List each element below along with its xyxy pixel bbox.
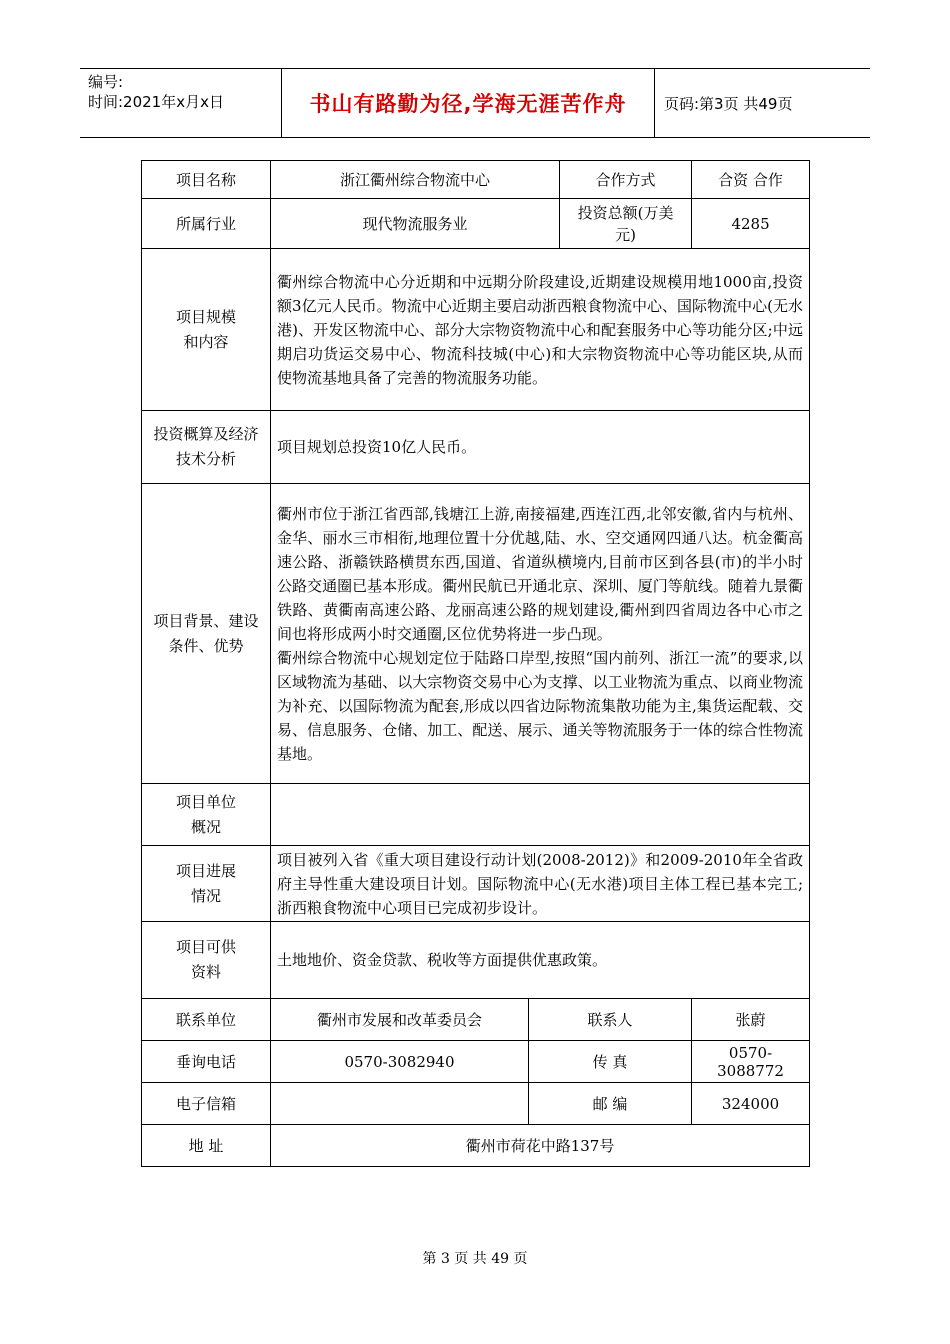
postcode-label: 邮 编 bbox=[529, 1083, 692, 1125]
row-project-name bbox=[142, 161, 810, 199]
row-materials bbox=[142, 922, 810, 999]
row-email bbox=[142, 1083, 810, 1125]
time-label: 时间:2021年x月x日 bbox=[88, 93, 224, 111]
postcode-value: 324000 bbox=[692, 1083, 810, 1125]
progress-label: 项目进展情况 bbox=[142, 846, 271, 922]
background-cell bbox=[271, 484, 810, 784]
contact-person-value: 张蔚 bbox=[692, 999, 810, 1041]
unit-text bbox=[271, 784, 810, 846]
investment-label: 投资总额(万美元) bbox=[560, 199, 692, 249]
row-background bbox=[142, 484, 810, 784]
project-name-value: 浙江衢州综合物流中心 bbox=[271, 161, 560, 199]
estimate-text: 项目规划总投资10亿人民币。 bbox=[271, 411, 810, 484]
header-meta bbox=[80, 69, 281, 137]
progress-text: 项目被列入省《重大项目建设行动计划(2008-2012)》和2009-2010年全省政府主导性重大建设项目计划。国际物流中心(无水港)项目主体工程已基本完工;浙西粮食物流中心项目已完成初步设计。 bbox=[271, 846, 810, 922]
background-paragraph-2: 衢州综合物流中心规划定位于陆路口岸型,按照“国内前列、浙江一流”的要求,以区域物流为基础、以大宗物资交易中心为支撑、以工业物流为重点、以商业物流为补充、以国际物流为配套,形成以四省边际物流集散功能为主,集货运配载、交易、信息服务、仓储、加工、配送、展示、通关等物流服务于一体的综合性物流基地。 bbox=[277, 648, 804, 763]
address-value: 衢州市荷花中路137号 bbox=[271, 1125, 810, 1167]
unit-label: 项目单位概况 bbox=[142, 784, 271, 846]
background-label: 项目背景、建设条件、优势 bbox=[142, 484, 271, 784]
industry-value: 现代物流服务业 bbox=[271, 199, 560, 249]
contact-unit-value: 衢州市发展和改革委员会 bbox=[271, 999, 529, 1041]
materials-label: 项目可供资料 bbox=[142, 922, 271, 999]
row-phone bbox=[142, 1041, 810, 1083]
fax-value: 0570-3088772 bbox=[692, 1041, 810, 1083]
row-estimate bbox=[142, 411, 810, 484]
address-label: 地 址 bbox=[142, 1125, 271, 1167]
contact-person-label: 联系人 bbox=[529, 999, 692, 1041]
investment-value: 4285 bbox=[692, 199, 810, 249]
estimate-label: 投资概算及经济技术分析 bbox=[142, 411, 271, 484]
contact-unit-label: 联系单位 bbox=[142, 999, 271, 1041]
project-table bbox=[141, 160, 810, 1167]
row-industry bbox=[142, 199, 810, 249]
scale-text: 衢州综合物流中心分近期和中远期分阶段建设,近期建设规模用地1000亩,投资额3亿元人民币。物流中心近期主要启动浙西粮食物流中心、国际物流中心(无水港)、开发区物流中心、部分大宗物资物流中心和配套服务中心等功能分区;中远期启功货运交易中心、物流科技城(中心)和大宗物资物流中心等功能区块,从而使物流基地具备了完善的物流服务功能。 bbox=[271, 249, 810, 411]
page-header bbox=[80, 68, 870, 138]
row-scale bbox=[142, 249, 810, 411]
page-footer: 第 3 页 共 49 页 bbox=[422, 1251, 528, 1267]
header-motto: 书山有路勤为径,学海无涯苦作舟 bbox=[281, 69, 655, 137]
fax-label: 传 真 bbox=[529, 1041, 692, 1083]
number-label: 编号: bbox=[88, 73, 124, 91]
row-progress bbox=[142, 846, 810, 922]
row-unit bbox=[142, 784, 810, 846]
row-address bbox=[142, 1125, 810, 1167]
scale-label: 项目规模和内容 bbox=[142, 249, 271, 411]
background-paragraph-1: 衢州市位于浙江省西部,钱塘江上游,南接福建,西连江西,北邻安徽,省内与杭州、金华、丽水三市相衔,地理位置十分优越,陆、水、空交通网四通八达。杭金衢高速公路、浙赣铁路横贯东西,国道、省道纵横境内,目前市区到各县(市)的半小时公路交通圈已基本形成。衢州民航已开通北京、深圳、厦门等航线。随着九景衢铁路、黄衢南高速公路、龙丽高速公路的规划建设,衢州到四省周边各中心市之间也将形成两小时交通圈,区位优势将进一步凸现。 bbox=[277, 504, 804, 643]
industry-label: 所属行业 bbox=[142, 199, 271, 249]
phone-value: 0570-3082940 bbox=[271, 1041, 529, 1083]
materials-text: 土地地价、资金贷款、税收等方面提供优惠政策。 bbox=[271, 922, 810, 999]
email-value bbox=[271, 1083, 529, 1125]
coop-label: 合作方式 bbox=[560, 161, 692, 199]
header-page-info: 页码:第3页 共49页 bbox=[664, 94, 793, 113]
row-contact bbox=[142, 999, 810, 1041]
project-name-label: 项目名称 bbox=[142, 161, 271, 199]
coop-value: 合资 合作 bbox=[692, 161, 810, 199]
phone-label: 垂询电话 bbox=[142, 1041, 271, 1083]
email-label: 电子信箱 bbox=[142, 1083, 271, 1125]
